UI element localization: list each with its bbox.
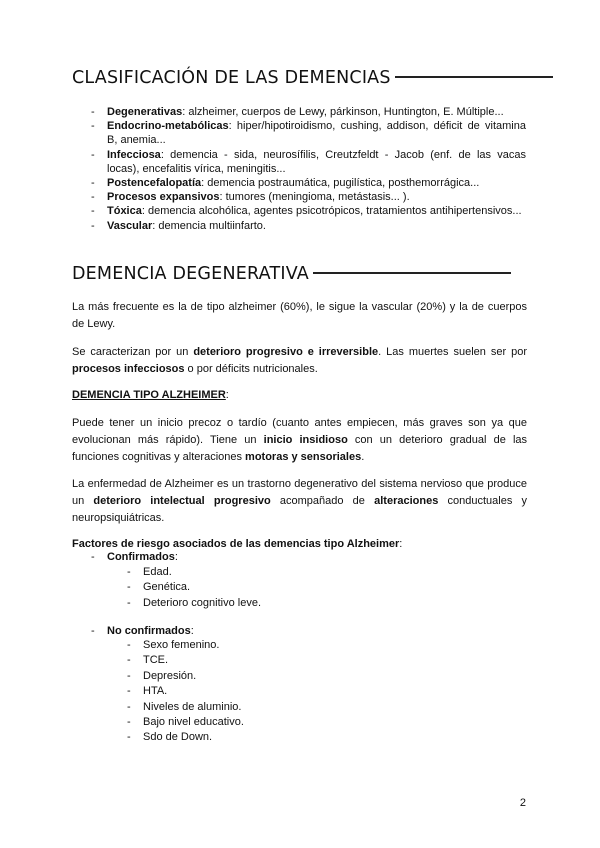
unconfirmed-list [143,638,244,746]
list-item: - Depresión. [143,669,244,684]
list-item: - No confirmados: [107,624,194,638]
classification-list [107,105,526,233]
list-item: - Deterioro cognitivo leve. [143,596,261,611]
risk-factors-title: Factores de riesgo asociados de las demencias tipo Alzheimer: [72,538,403,550]
list-item: - Postencefalopatía: demencia postraumática, pugilística, posthemorrágica... [107,176,526,190]
title-rule [313,272,511,274]
paragraph-definition: La enfermedad de Alzheimer es un trastorno degenerativo del sistema nervioso que produce un deterioro intelectual progresivo acompañado de alteraciones conductuales y neuropsiquiátricas. [72,478,527,524]
list-item: - Sdo de Down. [143,730,244,745]
unconfirmed-heading-list [107,624,194,638]
list-item: - Vascular: demencia multiinfarto. [107,219,526,233]
confirmed-heading-list [107,550,178,564]
title-rule [395,76,553,78]
list-item: - Genética. [143,580,261,595]
list-item: - Niveles de aluminio. [143,700,244,715]
list-item: - Edad. [143,565,261,580]
paragraph-onset: Puede tener un inicio precoz o tardío (cuanto antes empiecen, más graves son ya que evolucionan más rápido). Tiene un inicio insidioso con un deterioro gradual de las funciones cognitivas y alteraciones motoras y sensoriales. [72,417,528,463]
paragraph-frequency: La más frecuente es la de tipo alzheimer (60%), le sigue la vascular (20%) y la de cuerpos de Lewy. [72,301,527,330]
list-item: - Confirmados: [107,550,178,564]
subheading-alzheimer: DEMENCIA TIPO ALZHEIMER: [72,389,229,401]
list-item: - Infecciosa: demencia - sida, neurosífilis, Creutzfeldt - Jacob (enf. de las vacas locas), encefalitis vírica, meningitis... [107,148,526,176]
list-item: - Bajo nivel educativo. [143,715,244,730]
list-item: - Sexo femenino. [143,638,244,653]
page-number: 2 [519,797,526,809]
paragraph-characteristics: Se caracterizan por un deterioro progresivo e irreversible. Las muertes suelen ser por procesos infecciosos o por déficits nutricionales. [72,346,527,375]
list-item: - Procesos expansivos: tumores (meningioma, metástasis... ). [107,190,526,204]
list-item: - Endocrino-metabólicas: hiper/hipotiroidismo, cushing, addison, déficit de vitamina B, anemia... [107,119,526,147]
confirmed-list [143,565,261,611]
section-title-clasificacion: CLASIFICACIÓN DE LAS DEMENCIAS [72,68,553,88]
list-item: - HTA. [143,684,244,699]
list-item: - TCE. [143,653,244,668]
list-item: - Degenerativas: alzheimer, cuerpos de Lewy, párkinson, Huntington, E. Múltiple... [107,105,526,119]
section-title-degenerativa: DEMENCIA DEGENERATIVA [72,264,511,284]
list-item: - Tóxica: demencia alcohólica, agentes psicotrópicos, tratamientos antihipertensivos... [107,204,526,218]
